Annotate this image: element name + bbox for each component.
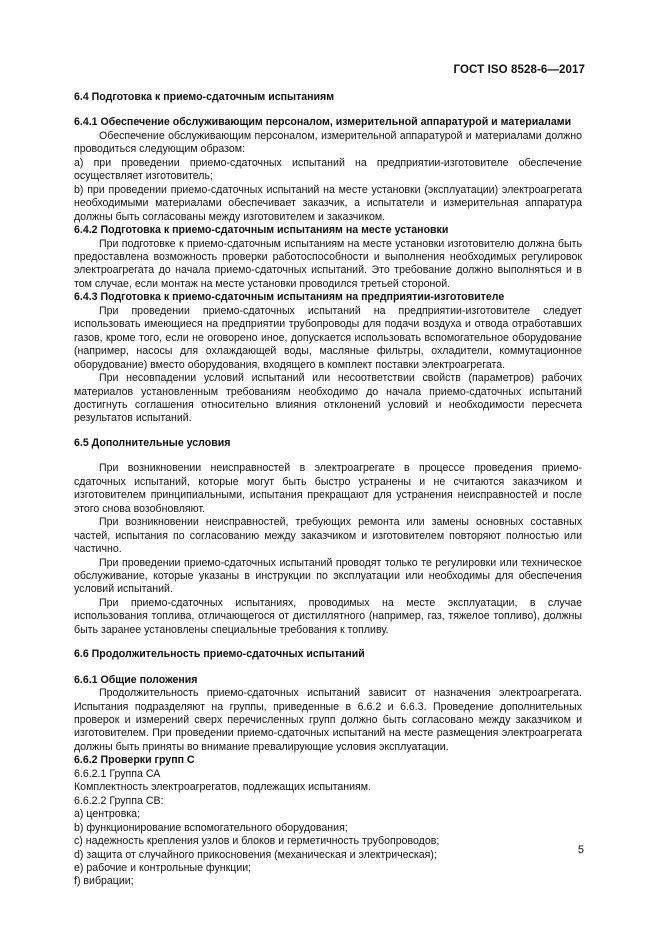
section-6-5-paragraph-1: При возникновении неисправностей в электроагрегате в процессе проведения приемо-сдаточных испытаний, которые могут быть быстро устранены и не считаются заказчиком и изготовителем принципиальными, испытания прекращают для устранения неисправностей и после этого снова возобновляют.: [74, 462, 582, 515]
section-6-6-1-paragraph: Продолжительность приемо-сдаточных испытаний зависит от назначения электроагрегата. Испытания подразделяют на группы, приведенные в 6.6.2 и 6.6.3. Проведение дополнительных проверок и измерений сверх перечисленных групп должно быть согласовано между заказчиком и изготовителем. При проведении приемо-сдаточных испытаний на месте размещения электроагрегата должны быть приняты во внимание превалирующие условия эксплуатации.: [74, 687, 582, 753]
section-6-4-1-paragraph: Обеспечение обслуживающим персоналом, измерительной аппаратурой и материалами должно проводиться следующим образом:: [74, 129, 582, 156]
list-item: a) центровка;: [74, 808, 141, 821]
section-6-4-title: 6.4 Подготовка к приемо-сдаточным испытаниям: [74, 91, 335, 103]
section-6-4-3-title: 6.4.3 Подготовка к приемо-сдаточным испытаниям на предприятии-изготовителе: [74, 291, 505, 304]
section-6-6-2-1-text: Комплектность электроагрегатов, подлежащих испытаниям.: [74, 781, 372, 794]
list-item: f) вибрации;: [74, 875, 134, 888]
section-6-6-2-1-title: 6.6.2.1 Группа СА: [74, 767, 161, 780]
section-6-4-2-paragraph: При подготовке к приемо-сдаточным испытаниям на месте установки изготовителю должна быть предоставлена возможность проверки работоспособности и выполнения необходимых регулировок электроагрегата до начала приемо-сдаточных испытаний. Это требование должно выполняться и в том случае, если монтаж на месте установки проводился третьей стороной.: [74, 237, 582, 290]
section-6-5-title: 6.5 Дополнительные условия: [74, 436, 231, 449]
section-6-6-1-title: 6.6.1 Общие положения: [74, 673, 198, 686]
page-number: 5: [577, 844, 584, 856]
list-item: b) функционирование вспомогательного оборудования;: [74, 821, 348, 834]
section-6-4-2-title: 6.4.2 Подготовка к приемо-сдаточным испытаниям на месте установки: [74, 224, 449, 237]
list-item-b: b) при проведении приемо-сдаточных испытаний на месте установки (эксплуатации) электроагрегата необходимыми материалами обеспечивает заказчик, а испытатели и измерительная аппаратура должны быть согласованы между изготовителем и заказчиком.: [74, 183, 582, 223]
section-6-4-1-title: 6.4.1 Обеспечение обслуживающим персоналом, измерительной аппаратурой и материалами: [74, 116, 572, 129]
list-item: e) рабочие и контрольные функции;: [74, 862, 252, 875]
list-item: d) защита от случайного прикосновения (механическая и электрическая);: [74, 848, 437, 861]
list-item: c) надежность крепления узлов и блоков и герметичность трубопроводов;: [74, 835, 440, 848]
section-6-6-2-2-title: 6.6.2.2 Группа СВ:: [74, 794, 164, 807]
section-6-4-3-paragraph-1: При проведении приемо-сдаточных испытаний на предприятии-изготовителе следует использовать имеющиеся на предприятии трубопроводы для подачи воздуха и отвода отработавших газов, кроме того, если не оговорено иное, допускается использовать вспомогательное оборудование (например, насосы для охлаждающей воды, масляные фильтры, охладители, коммутационное оборудование) вместо оборудования, входящего в комплект поставки электроагрегата.: [74, 304, 582, 371]
section-6-4-3-paragraph-2: При несовпадении условий испытаний или несоответствии свойств (параметров) рабочих материалов установленным требованиям необходимо до начала приемо-сдаточных испытаний достигнуть соглашения относительно влияния отклонений условий и необходимости пересчета результатов испытаний.: [74, 372, 582, 425]
section-6-6-2-title: 6.6.2 Проверки групп С: [74, 754, 195, 767]
section-6-5-paragraph-2: При возникновении неисправностей, требующих ремонта или замены основных составных частей, испытания по согласованию между заказчиком и изготовителем повторяют полностью или частично.: [74, 516, 582, 556]
document-header: ГОСТ ISO 8528-6—2017: [453, 64, 585, 76]
section-6-5-paragraph-3: При проведении приемо-сдаточных испытаний проводят только те регулировки или техническое обслуживание, которые указаны в инструкции по эксплуатации или необходимы для обеспечения условий испытаний.: [74, 556, 582, 596]
document-body: [74, 91, 582, 889]
section-6-6-title: 6.6 Продолжительность приемо-сдаточных испытаний: [74, 648, 365, 661]
section-6-5-paragraph-4: При приемо-сдаточных испытаниях, проводимых на месте эксплуатации, в случае использования топлива, отличающегося от дистиллятного (например, газ, тяжелое топливо), должны быть заранее установлены специальные требования к топливу.: [74, 596, 582, 636]
list-item-a: a) при проведении приемо-сдаточных испытаний на предприятии-изготовителе обеспечение осуществляет изготовитель;: [74, 156, 582, 183]
